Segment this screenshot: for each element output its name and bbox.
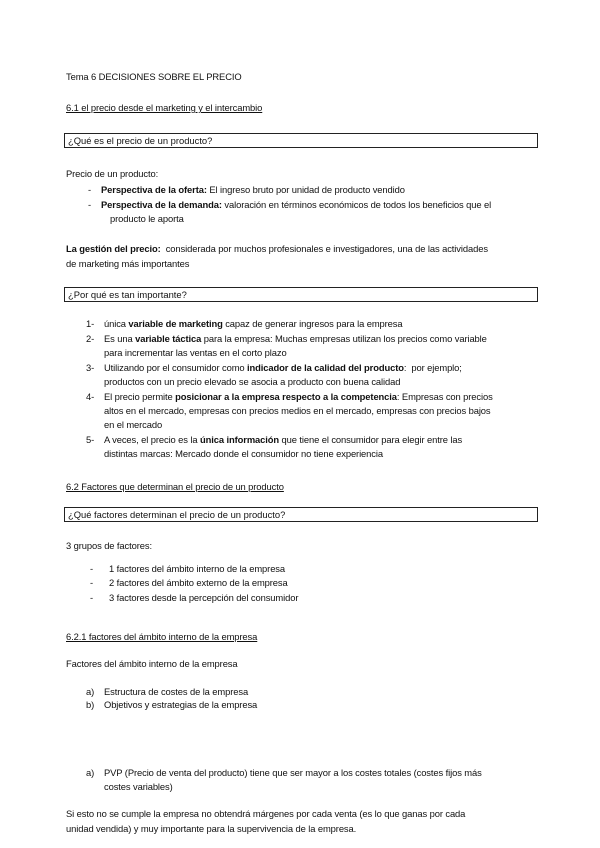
list-item-2-cont: para incrementar las ventas en el corto plazo (104, 347, 287, 358)
list-item-5 (104, 432, 462, 447)
bullet-dash: - (90, 563, 94, 574)
section-6-2-1-heading: 6.2.1 factores del ámbito interno de la empresa (66, 631, 258, 642)
factor-item-1: 1 factores del ámbito interno de la empresa (109, 563, 286, 574)
question-box-por-que (64, 287, 538, 302)
interno-item-a: Estructura de costes de la empresa (104, 686, 249, 697)
grupos-intro: 3 grupos de factores: (66, 540, 152, 551)
bullet-oferta (101, 182, 405, 197)
bullet-dash: - (90, 577, 94, 588)
question-box-que-es (64, 133, 538, 148)
bullet-dash: - (90, 592, 94, 603)
list-item-3-cont: productos con un precio elevado se asocia a producto con buena calidad (104, 376, 401, 387)
list-item-1-pre: única (104, 318, 129, 329)
section-6-2-heading: 6.2 Factores que determinan el precio de un producto (66, 481, 284, 492)
interno-item-b: Objetivos y estrategias de la empresa (104, 699, 258, 710)
final-line-2: unidad vendida) y muy importante para la supervivencia de la empresa. (66, 823, 357, 834)
list-number: 5- (86, 434, 95, 445)
bullet-dash: - (88, 199, 92, 210)
list-item-4-cont-2: en el mercado (104, 419, 163, 430)
section-6-1-heading: 6.1 el precio desde el marketing y el intercambio (66, 102, 263, 113)
list-item-1 (104, 316, 402, 331)
question-box-que-es-text: ¿Qué es el precio de un producto? (68, 135, 213, 146)
final-line-1: Si esto no se cumple la empresa no obtendrá márgenes por cada venta (es lo que ganas por cada (66, 808, 466, 819)
document-title: Tema 6 DECISIONES SOBRE EL PRECIO (66, 71, 242, 82)
list-item-5-cont: distintas marcas: Mercado donde el consumidor no tiene experiencia (104, 448, 383, 459)
bullet-oferta-text: El ingreso bruto por unidad de producto vendido (206, 184, 405, 195)
list-letter: a) (86, 767, 95, 778)
question-box-factores-text: ¿Qué factores determinan el precio de un producto? (68, 509, 286, 520)
list-item-3-pre: Utilizando por el consumidor como (104, 362, 248, 373)
question-box-por-que-text: ¿Por qué es tan importante? (68, 289, 187, 300)
gestion-bold: La gestión del precio: (66, 243, 161, 254)
gestion-text: considerada por muchos profesionales e investigadores, una de las actividades (160, 243, 488, 254)
pvp-line-2: costes variables) (104, 781, 173, 792)
list-item-4-cont-1: altos en el mercado, empresas con precios medios en el mercado, empresas con precios bajos (104, 405, 491, 416)
bullet-oferta-bold: Perspectiva de la oferta: (101, 184, 207, 195)
question-box-factores (64, 507, 538, 522)
list-item-2-post: para la empresa: Muchas empresas utilizan los precios como variable (201, 333, 487, 344)
gestion-line-2: de marketing más importantes (66, 258, 190, 269)
list-item-3-post: : por ejemplo; (403, 362, 462, 373)
precio-intro: Precio de un producto: (66, 168, 159, 179)
list-letter: a) (86, 686, 95, 697)
list-item-5-post: que tiene el consumidor para elegir entre las (279, 434, 463, 445)
list-item-2-bold: variable táctica (135, 333, 202, 344)
list-item-4-pre: El precio permite (104, 391, 176, 402)
list-number: 2- (86, 333, 95, 344)
list-letter: b) (86, 699, 95, 710)
list-item-4-post: : Empresas con precios (396, 391, 493, 402)
list-item-5-bold: única información (200, 434, 280, 445)
list-number: 1- (86, 318, 95, 329)
bullet-demanda-text: valoración en términos económicos de todos los beneficios que el (221, 199, 492, 210)
list-item-2 (104, 331, 487, 346)
list-item-4-bold: posicionar a la empresa respecto a la competencia (175, 391, 397, 402)
pvp-line-1: PVP (Precio de venta del producto) tiene que ser mayor a los costes totales (costes fijos más (104, 767, 482, 778)
list-item-1-post: capaz de generar ingresos para la empresa (222, 318, 403, 329)
bullet-demanda-cont: producto le aporta (110, 213, 184, 224)
list-item-4 (104, 389, 493, 404)
list-item-2-pre: Es una (104, 333, 136, 344)
list-item-1-bold: variable de marketing (128, 318, 223, 329)
factor-item-3: 3 factores desde la percepción del consumidor (109, 592, 299, 603)
interno-intro: Factores del ámbito interno de la empresa (66, 658, 238, 669)
bullet-demanda-bold: Perspectiva de la demanda: (101, 199, 222, 210)
list-item-3-bold: indicador de la calidad del producto (247, 362, 404, 373)
gestion-line-1 (66, 241, 488, 256)
bullet-dash: - (88, 184, 92, 195)
bullet-demanda (101, 197, 491, 212)
list-number: 4- (86, 391, 95, 402)
list-number: 3- (86, 362, 95, 373)
factor-item-2: 2 factores del ámbito externo de la empresa (109, 577, 288, 588)
list-item-5-pre: A veces, el precio es la (104, 434, 200, 445)
list-item-3 (104, 360, 462, 375)
